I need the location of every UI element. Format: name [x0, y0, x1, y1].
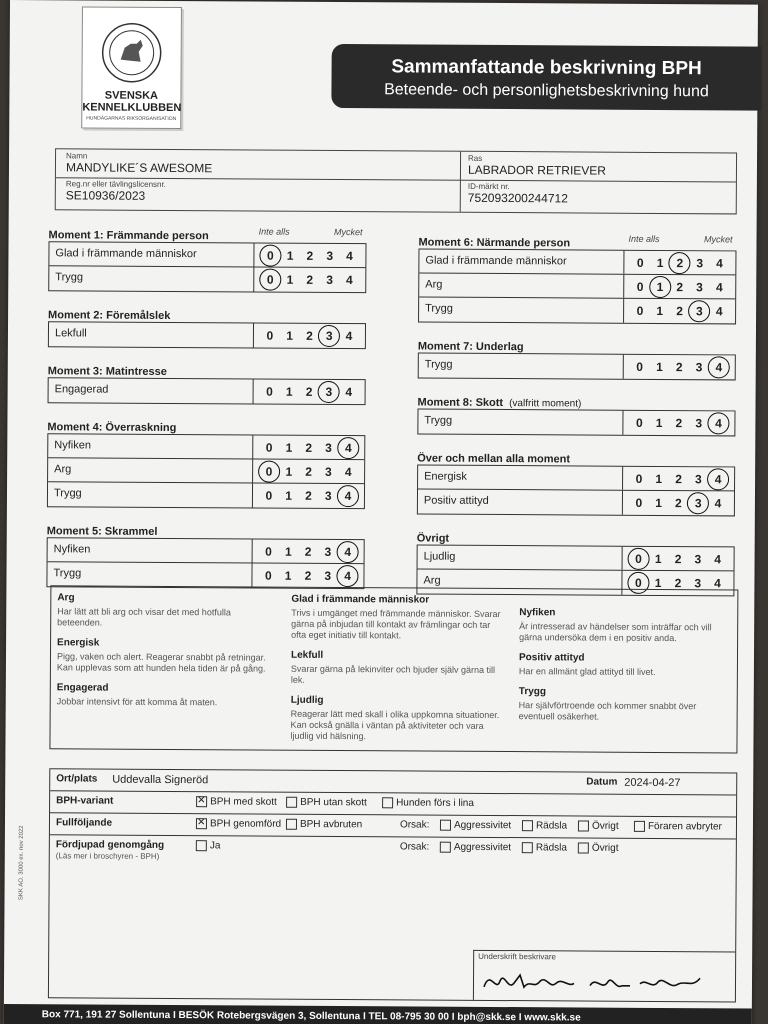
rating-option[interactable]: 2	[304, 544, 312, 559]
rating-option[interactable]: 4	[344, 464, 352, 479]
definitions-box	[49, 585, 738, 753]
rating-option[interactable]: 2	[676, 279, 684, 294]
rating-table	[48, 241, 366, 293]
moment-title: Moment 8: Skott	[417, 396, 504, 410]
definition-item	[519, 607, 734, 644]
rating-option[interactable]: 4	[715, 279, 723, 294]
option-label: BPH avbruten	[299, 818, 363, 831]
skk-logo	[81, 6, 182, 129]
rating-option[interactable]: 3	[695, 360, 703, 375]
moment-heading	[417, 448, 735, 466]
moment-note: (valfritt moment)	[509, 398, 582, 410]
rating-scale	[622, 547, 734, 571]
rating-row	[48, 538, 364, 564]
date-value: 2024-04-27	[624, 776, 681, 790]
rating-option[interactable]: 4	[715, 304, 723, 319]
reason-handler[interactable]	[634, 821, 722, 833]
rating-option[interactable]: 2	[306, 248, 314, 263]
moment-heading	[418, 392, 736, 410]
trait-label: Energisk	[424, 470, 467, 483]
rating-option[interactable]: 3	[325, 464, 332, 479]
rating-option[interactable]: 2	[306, 328, 313, 343]
rating-option[interactable]: 4	[714, 496, 722, 511]
rating-option[interactable]: 1	[655, 495, 663, 510]
definition-term: Ljudlig	[290, 694, 324, 706]
moment-heading	[47, 521, 365, 539]
rating-row	[48, 482, 364, 508]
checkbox-checked[interactable]	[196, 818, 207, 829]
rating-option[interactable]: 1	[655, 471, 663, 486]
handwritten-signature	[480, 963, 720, 998]
option-label: Rädsla	[535, 842, 568, 854]
selected-rating[interactable]: 4	[341, 545, 355, 559]
definition-text: Jobbar intensivt för att komma åt maten.	[56, 696, 218, 708]
selected-rating[interactable]: 1	[653, 279, 667, 293]
moment-heading	[48, 361, 366, 379]
moment-title: Moment 2: Föremålslek	[48, 309, 171, 322]
rating-option[interactable]: 3	[326, 272, 333, 287]
breed-label: Ras	[468, 153, 483, 163]
trait-label: Trygg	[424, 358, 453, 371]
dog-breed: LABRADOR RETRIEVER	[467, 162, 607, 178]
moment-heading	[49, 225, 367, 243]
rating-scale	[623, 275, 735, 299]
trait-label: Lekfull	[54, 327, 87, 340]
reg-number: SE10936/2023	[65, 188, 146, 203]
rating-scale	[253, 243, 365, 267]
option-label: Föraren avbryter	[647, 821, 722, 833]
rating-option[interactable]: 0	[266, 328, 274, 343]
option-label: Hunden förs i lina	[396, 797, 474, 809]
definition-text: Reagerar lätt med skall i olika uppkomna situationer. Kan också gnälla i väntan på aktiviteter och vara ljudlig vid hälsning.	[290, 708, 500, 742]
option-label: BPH utan skott	[300, 796, 367, 809]
rating-row	[49, 266, 365, 292]
checkbox[interactable]	[578, 820, 589, 831]
result-box	[48, 768, 737, 1002]
deep-sublabel: (Läs mer i broschyren - BPH)	[55, 851, 160, 861]
form-title: Sammanfattande beskrivning BPH	[391, 56, 702, 80]
moment-title: Moment 4: Överraskning	[47, 421, 177, 435]
rating-row	[49, 242, 365, 268]
rating-option[interactable]: 1	[656, 303, 664, 318]
definition-text: Har självförtroende och kommer snabbt över eventuell osäkerhet.	[518, 700, 697, 722]
rating-option[interactable]: 4	[345, 329, 353, 344]
moment-title: Över och mellan alla moment	[417, 452, 571, 466]
selected-rating[interactable]: 3	[322, 385, 336, 399]
definition-term: Lekfull	[290, 649, 324, 661]
rating-option[interactable]: 2	[675, 496, 682, 511]
definition-term: Energisk	[57, 637, 100, 649]
variant-label: BPH-variant	[56, 795, 114, 807]
moment-heading	[47, 417, 365, 435]
selected-rating[interactable]: 3	[322, 329, 336, 343]
rating-option[interactable]: 1	[286, 248, 294, 263]
variant-option-leash[interactable]	[382, 797, 474, 809]
rating-scale	[623, 355, 735, 380]
rating-scale	[622, 467, 734, 491]
rating-option[interactable]: 4	[346, 248, 353, 263]
definition-text: Är intresserad av händelser som inträffar och vill gärna undersöka dem i en positiv anda.	[519, 621, 712, 644]
rating-option[interactable]: 1	[285, 440, 293, 455]
rating-option[interactable]: 0	[266, 384, 273, 399]
rating-scale	[251, 563, 363, 588]
rating-option[interactable]: 1	[654, 551, 662, 566]
reason-label: Orsak:	[399, 819, 430, 831]
scale-low-label: Inte alls	[258, 226, 290, 237]
moment-heading	[418, 233, 736, 251]
definition-term: Positiv attityd	[518, 652, 585, 664]
place-value: Uddevalla Signeröd	[112, 773, 209, 787]
deep-row	[49, 835, 736, 1001]
option-label: Aggressivitet	[453, 819, 512, 832]
reason2-aggression[interactable]	[440, 842, 511, 854]
rating-option[interactable]: 3	[694, 551, 702, 566]
logo-line2: KENNELKLUBBEN	[82, 101, 182, 115]
rating-option[interactable]: 2	[674, 551, 682, 566]
dog-name: MANDYLIKE´S AWESOME	[65, 160, 213, 176]
option-label: Aggressivitet	[453, 841, 512, 854]
checkbox[interactable]	[286, 797, 297, 808]
rating-scale	[623, 299, 735, 324]
rating-option[interactable]: 2	[305, 488, 312, 503]
rating-option[interactable]: 4	[716, 255, 723, 270]
deep-option-yes[interactable]	[196, 840, 221, 851]
rating-scale	[622, 491, 734, 516]
form-subtitle: Beteende- och personlighetsbeskrivning hund	[384, 81, 709, 101]
rating-row	[48, 458, 364, 484]
rating-scale	[252, 459, 364, 483]
rating-option[interactable]: 3	[694, 576, 702, 591]
rating-option[interactable]: 3	[696, 279, 703, 294]
selected-rating[interactable]: 4	[711, 472, 725, 486]
definition-item	[291, 650, 506, 687]
reason-other[interactable]	[578, 820, 619, 831]
rating-scale	[622, 411, 734, 436]
checkbox[interactable]	[634, 821, 645, 832]
rating-row	[48, 434, 364, 460]
definition-item	[291, 594, 506, 642]
rating-option[interactable]: 0	[265, 488, 273, 503]
checkbox[interactable]	[440, 820, 451, 831]
selected-rating[interactable]: 0	[631, 551, 645, 565]
place-label: Ort/plats	[56, 773, 98, 785]
rating-row	[418, 466, 734, 492]
footer-bar: Box 771, 191 27 Sollentuna I BESÖK Rotebergsvägen 3, Sollentuna I TEL 08-795 30 00 I bph@skk.se I www.skk.se	[4, 1004, 752, 1024]
rating-scale	[253, 323, 365, 348]
rating-option[interactable]: 3	[325, 440, 332, 455]
rating-option[interactable]: 1	[285, 384, 293, 399]
trait-label: Trygg	[53, 567, 82, 580]
name-label: Namn	[66, 151, 88, 161]
reg-label: Reg.nr eller tävlingslicensnr.	[65, 179, 166, 189]
definition-term: Nyfiken	[519, 607, 556, 619]
definitions-col1	[57, 592, 273, 717]
definition-term: Trygg	[518, 686, 547, 698]
rating-option[interactable]: 3	[695, 416, 703, 431]
rating-option[interactable]: 0	[265, 440, 273, 455]
moment-heading	[417, 528, 735, 546]
trait-label: Ljudlig	[423, 550, 456, 563]
rating-option[interactable]: 4	[714, 576, 721, 591]
option-label: BPH med skott	[210, 796, 277, 808]
rating-row	[418, 546, 734, 572]
selected-rating[interactable]: 2	[673, 256, 687, 270]
checkbox[interactable]	[522, 842, 533, 853]
checkbox[interactable]	[440, 842, 451, 853]
checkbox[interactable]	[286, 819, 297, 830]
reason2-label: Orsak:	[399, 841, 430, 853]
moment-heading	[48, 305, 366, 323]
bph-form-paper	[4, 0, 758, 1024]
scale-high-label: Mycket	[704, 234, 733, 245]
deep-label: Fördjupad genomgång	[55, 839, 165, 851]
complete-option-aborted[interactable]	[286, 819, 362, 831]
variant-option-with-shot[interactable]	[196, 796, 277, 808]
rating-option[interactable]: 1	[285, 488, 293, 503]
rating-row	[418, 490, 734, 516]
scale-low-label: Inte alls	[628, 233, 660, 244]
selected-rating[interactable]: 4	[341, 489, 355, 503]
signature-label: Underskrift beskrivare	[478, 951, 557, 962]
rating-option[interactable]: 0	[636, 255, 644, 270]
id-label: ID-märkt nr.	[467, 181, 510, 192]
rating-option[interactable]: 1	[654, 575, 662, 590]
definition-text: Svarar gärna på lekinviter och bjuder själv gärna till lek.	[290, 663, 496, 685]
id-number: 752093200244712	[467, 190, 568, 206]
rating-option[interactable]: 3	[326, 248, 334, 263]
trait-label: Glad i främmande människor	[55, 247, 197, 261]
rating-table	[48, 321, 366, 349]
rating-table	[417, 408, 735, 436]
moment-title: Övrigt	[416, 532, 450, 545]
checkbox[interactable]	[578, 842, 589, 853]
trait-label: Arg	[423, 574, 441, 587]
dog-seal-icon	[100, 22, 162, 84]
checkbox[interactable]	[522, 820, 533, 831]
rating-table	[418, 352, 736, 380]
rating-row	[419, 274, 735, 300]
moment-title: Moment 5: Skrammel	[46, 525, 158, 538]
rating-option[interactable]: 3	[324, 568, 332, 583]
rating-table	[46, 537, 364, 589]
definitions-col3	[519, 607, 735, 732]
checkbox-checked[interactable]	[196, 796, 207, 807]
definition-item	[519, 652, 734, 678]
selected-rating[interactable]: 4	[711, 416, 725, 430]
rating-option[interactable]: 0	[635, 471, 643, 486]
logo-line1: SVENSKA	[104, 89, 159, 102]
trait-label: Engagerad	[54, 383, 109, 396]
left-moments	[46, 225, 366, 589]
selected-rating[interactable]: 0	[631, 576, 645, 590]
checkbox[interactable]	[196, 840, 207, 851]
definition-text: Har lätt att bli arg och visar det med hotfulla beteenden.	[57, 606, 231, 628]
header-bar	[331, 44, 761, 111]
trait-label: Trygg	[53, 487, 82, 500]
checkbox[interactable]	[382, 797, 393, 808]
definition-item	[519, 686, 734, 723]
selected-rating[interactable]: 0	[262, 464, 276, 478]
dog-info-box	[55, 148, 737, 214]
definition-term: Engagerad	[56, 682, 109, 694]
option-label: BPH genomförd	[209, 818, 282, 830]
moment-title: Moment 7: Underlag	[417, 340, 524, 354]
definition-item	[57, 637, 272, 674]
rating-option[interactable]: 0	[636, 359, 644, 374]
rating-option[interactable]: 1	[286, 272, 294, 287]
rating-option[interactable]: 2	[305, 440, 313, 455]
rating-option[interactable]: 1	[655, 415, 663, 430]
variant-option-without-shot[interactable]	[286, 797, 367, 809]
scale-high-label: Mycket	[334, 226, 363, 238]
rating-option[interactable]: 4	[714, 551, 722, 566]
rating-row	[419, 298, 735, 324]
rating-row	[47, 562, 363, 588]
definition-text: Pigg, vaken och alert. Reagerar snabbt på retningar. Kan upplevas som att hunden hela tiden är på gång.	[56, 651, 266, 674]
reason2-other[interactable]	[578, 842, 619, 853]
rating-option[interactable]: 0	[265, 544, 272, 559]
rating-option[interactable]: 0	[636, 279, 644, 294]
rating-option[interactable]: 1	[286, 328, 294, 343]
trait-label: Trygg	[425, 302, 453, 315]
trait-label: Nyfiken	[54, 439, 92, 452]
trait-label: Trygg	[424, 414, 453, 427]
option-label: Ja	[209, 840, 221, 852]
trait-label: Glad i främmande människor	[425, 254, 567, 268]
trait-label: Arg	[425, 278, 443, 291]
rating-row	[49, 322, 365, 348]
trait-label: Trygg	[55, 271, 84, 284]
definition-term: Arg	[57, 592, 75, 604]
reason2-fear[interactable]	[522, 842, 567, 853]
selected-rating[interactable]: 0	[263, 273, 277, 287]
trait-label: Nyfiken	[53, 543, 91, 556]
rating-row	[49, 378, 365, 404]
date-label: Datum	[586, 776, 618, 788]
selected-rating[interactable]: 0	[263, 248, 277, 262]
rating-scale	[252, 539, 364, 563]
rating-option[interactable]: 1	[284, 544, 292, 559]
rating-row	[419, 354, 735, 380]
rating-table	[47, 433, 365, 509]
rating-table	[48, 377, 366, 405]
selected-rating[interactable]: 3	[692, 304, 706, 318]
rating-option[interactable]: 2	[305, 464, 312, 479]
rating-option[interactable]: 4	[345, 273, 353, 288]
selected-rating[interactable]: 4	[712, 360, 726, 374]
option-label: Övrigt	[591, 842, 619, 854]
rating-option[interactable]: 2	[675, 360, 683, 375]
definition-item	[57, 592, 272, 629]
moment-title: Moment 6: Närmande person	[418, 236, 571, 250]
definition-item	[57, 682, 272, 708]
rating-option[interactable]: 2	[304, 568, 312, 583]
option-label: Övrigt	[591, 820, 619, 832]
rating-scale	[252, 483, 364, 508]
trait-label: Positiv attityd	[423, 494, 489, 507]
rating-row	[418, 410, 734, 436]
rating-option[interactable]: 4	[345, 385, 353, 400]
rating-option[interactable]: 3	[694, 471, 702, 486]
rating-option[interactable]: 0	[635, 495, 643, 510]
definitions-col2	[290, 594, 506, 752]
moment-heading	[418, 336, 736, 354]
definition-text: Har en allmänt glad attityd till livet.	[518, 666, 656, 677]
signature-box	[473, 950, 735, 1002]
definition-text: Trivs i umgänget med främmande människor. Svarar gärna på inbjudan till kontakt av främlingar och tar ofta eget initiativ till kontakt.	[291, 607, 501, 641]
reason-fear[interactable]	[522, 820, 567, 831]
complete-option-done[interactable]	[196, 818, 281, 830]
selected-rating[interactable]: 4	[341, 569, 355, 583]
moment-title: Moment 1: Främmande person	[48, 229, 209, 243]
definition-term: Glad i främmande människor	[291, 593, 430, 606]
rating-scale	[623, 251, 735, 275]
rating-option[interactable]: 2	[675, 471, 682, 486]
definition-item	[290, 695, 505, 743]
rating-table	[417, 464, 735, 516]
rating-row	[419, 250, 735, 276]
trait-label: Arg	[54, 463, 72, 476]
selected-rating[interactable]: 3	[691, 496, 705, 510]
rating-option[interactable]: 0	[635, 415, 643, 430]
right-moments	[416, 233, 736, 597]
rating-scale	[252, 435, 364, 459]
rating-option[interactable]: 1	[656, 359, 663, 374]
rating-scale	[253, 267, 365, 292]
complete-label: Fullföljande	[55, 817, 113, 829]
rating-option[interactable]: 2	[305, 384, 313, 399]
rating-option[interactable]: 2	[674, 576, 682, 591]
rating-option[interactable]: 2	[306, 272, 314, 287]
rating-table	[418, 248, 736, 324]
rating-scale	[253, 379, 365, 404]
rating-option[interactable]: 1	[285, 464, 293, 479]
rating-option[interactable]: 2	[676, 304, 683, 319]
rating-option[interactable]: 0	[636, 303, 644, 318]
print-note: SKK AO. 3000 ex. nov 2022	[18, 825, 25, 901]
moment-title: Moment 3: Matintresse	[47, 365, 167, 378]
rating-option[interactable]: 0	[264, 568, 272, 583]
rating-option[interactable]: 2	[675, 416, 683, 431]
selected-rating[interactable]: 4	[341, 441, 355, 455]
rating-option[interactable]: 3	[324, 544, 332, 559]
rating-option[interactable]: 3	[696, 255, 704, 270]
rating-option[interactable]: 3	[324, 488, 332, 503]
option-label: Rädsla	[535, 820, 568, 832]
rating-option[interactable]: 1	[284, 568, 292, 583]
rating-option[interactable]: 1	[656, 255, 664, 270]
logo-line3: HUNDÄGARNAS RIKSORGANISATION	[86, 115, 177, 123]
reason-aggression[interactable]	[440, 820, 511, 832]
